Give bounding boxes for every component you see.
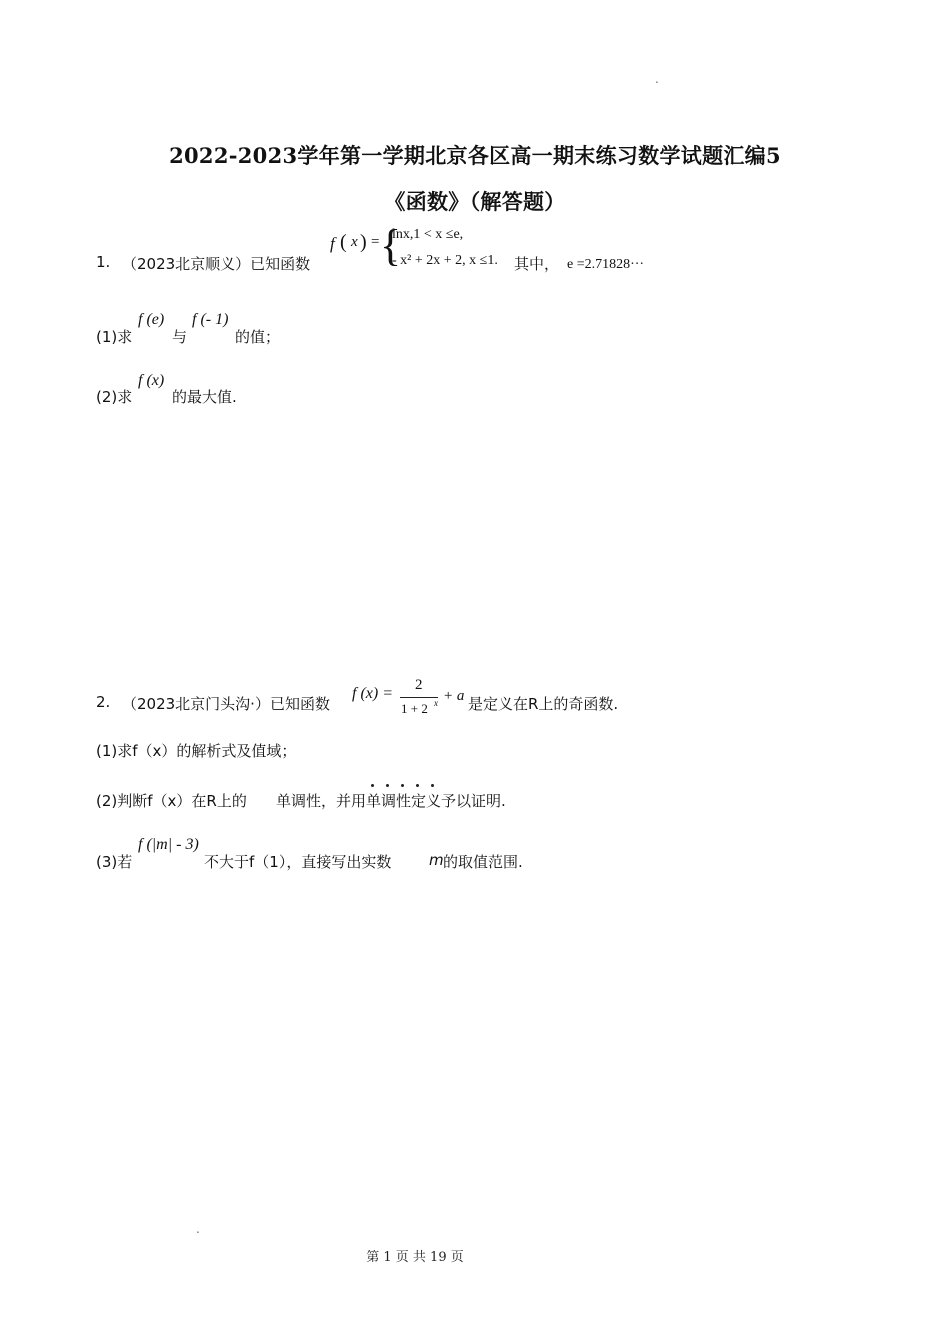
- emphasis-dot: [386, 784, 389, 787]
- paren-close: ): [360, 231, 367, 253]
- part-2-prefix: (2)求: [96, 388, 133, 406]
- page-number: 第 1 页 共 19 页: [366, 1250, 464, 1265]
- equals-sign: =: [371, 234, 380, 250]
- emphasis-dot: [371, 784, 374, 787]
- question-number: 1.: [96, 253, 111, 271]
- part-1: (1)求f（x）的解析式及值域；: [96, 742, 297, 760]
- part-1-suffix: 的值；: [235, 328, 281, 346]
- e-constant: e =2.71828···: [567, 257, 645, 272]
- part-3-suffix: 的取值范围.: [443, 853, 523, 871]
- fraction-bar: [400, 697, 438, 698]
- f-of-x: f (x): [138, 372, 165, 389]
- part-1-mid: 与: [172, 328, 188, 346]
- variable-m: m: [429, 851, 444, 869]
- piecewise-brace: {: [380, 221, 402, 270]
- emphasis-dot: [431, 784, 434, 787]
- question-source: （2023北京顺义）已知函数: [122, 255, 311, 273]
- function-name: f: [330, 234, 335, 253]
- question-tail: 其中，: [514, 255, 560, 273]
- question-source: （2023北京门头沟·）已知函数: [122, 695, 330, 713]
- fraction-numerator: 2: [415, 677, 423, 693]
- piecewise-case-2: - x² + 2x + 2, x ≤1.: [392, 253, 498, 268]
- page-subtitle: 《函数》（解答题）: [384, 189, 566, 214]
- f-abs-m-minus-3: f (|m| - 3): [138, 836, 199, 853]
- footer-mark: .: [196, 1222, 200, 1236]
- question-tail: 是定义在R上的奇函数.: [468, 695, 619, 713]
- question-number: 2.: [96, 693, 111, 711]
- part-2-prefix: (2)判断f（x）在R上的: [96, 792, 247, 810]
- part-2-emphasis: 单调性: [276, 792, 322, 810]
- paren-open: (: [340, 231, 347, 253]
- fraction-denominator: 1 + 2: [401, 701, 428, 716]
- f-of-minus-1: f (- 1): [192, 311, 229, 328]
- emphasis-dot: [401, 784, 404, 787]
- function-var: x: [351, 234, 358, 250]
- emphasis-dot: [416, 784, 419, 787]
- piecewise-case-1: lnx,1 < x ≤e,: [392, 227, 464, 242]
- part-3-mid: 不大于f（1），直接写出实数: [204, 853, 392, 871]
- part-3-prefix: (3)若: [96, 853, 133, 871]
- plus-a: + a: [443, 688, 465, 704]
- f-of-e: f (e): [138, 311, 165, 328]
- part-2-suffix: ，并用单调性定义予以证明.: [321, 792, 506, 810]
- function-lhs: f (x) =: [352, 685, 393, 702]
- part-1-prefix: (1)求: [96, 328, 133, 346]
- denominator-exponent: x: [434, 698, 438, 708]
- part-2-suffix: 的最大值.: [172, 388, 237, 406]
- header-mark: .: [655, 72, 659, 86]
- page-title: 2022-2023学年第一学期北京各区高一期末练习数学试题汇编5: [169, 143, 781, 168]
